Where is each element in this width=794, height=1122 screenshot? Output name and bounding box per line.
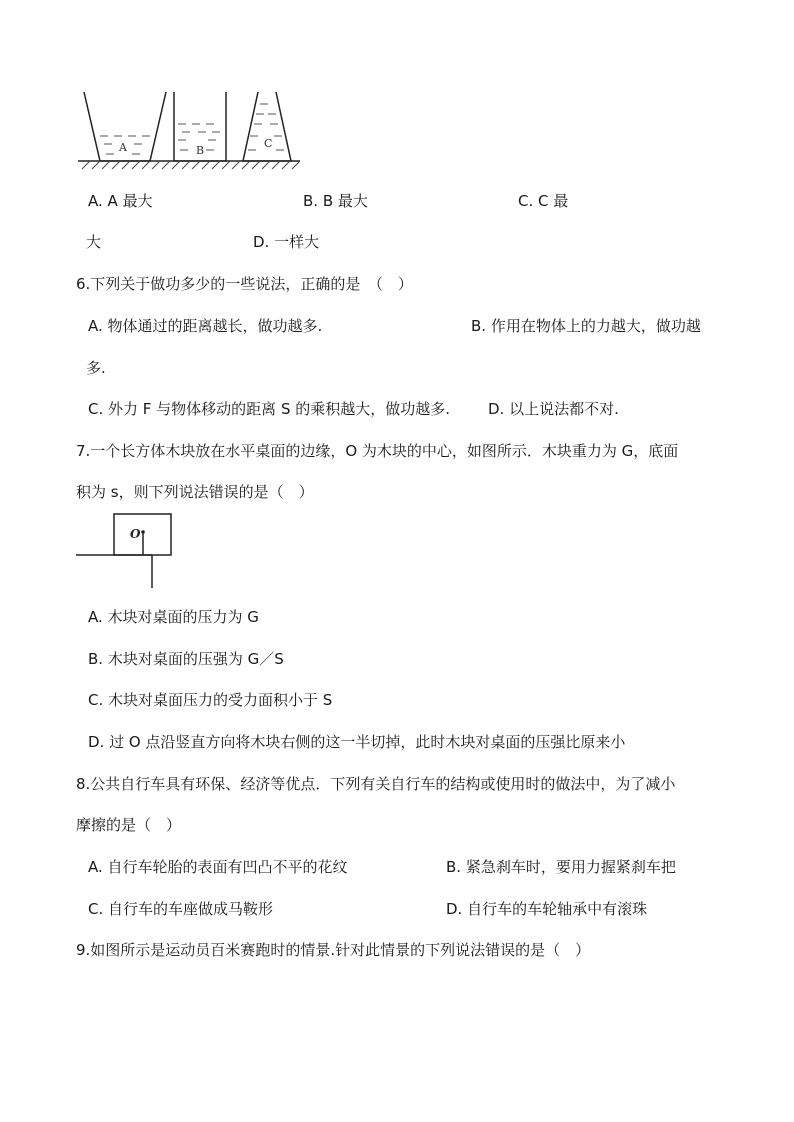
q7-option-a: A. 木块对桌面的压力为 G <box>88 608 259 626</box>
q6-option-d: D. 以上说法都不对. <box>488 400 619 418</box>
q6-option-a: A. 物体通过的距离越长，做功越多. <box>88 317 323 335</box>
q6-option-c: C. 外力 F 与物体移动的距离 S 的乘积越大，做功越多. <box>88 400 451 418</box>
container-label-c: C <box>264 137 273 150</box>
block-center-label: O <box>130 527 141 541</box>
containers-figure <box>78 84 300 174</box>
q6-stem: 6.下列关于做功多少的一些说法，正确的是 （ ） <box>76 275 413 293</box>
q6-option-b-continued: 多. <box>86 359 106 377</box>
q7-stem-line1: 7.一个长方体木块放在水平桌面的边缘，O 为木块的中心，如图所示．木块重力为 G，底面 <box>76 442 679 460</box>
q6-option-b: B. 作用在物体上的力越大，做功越 <box>471 317 701 335</box>
q9-stem: 9.如图所示是运动员百米赛跑时的情景.针对此情景的下列说法错误的是（ ） <box>76 941 591 959</box>
q8-stem-line2: 摩擦的是（ ） <box>76 816 182 834</box>
q5-option-c-continued: 大 <box>86 233 102 251</box>
q7-option-b: B. 木块对桌面的压强为 G／S <box>88 650 284 668</box>
q7-option-d: D. 过 O 点沿竖直方向将木块右侧的这一半切掉，此时木块对桌面的压强比原来小 <box>88 733 626 751</box>
q5-option-d: D. 一样大 <box>253 233 320 251</box>
q7-stem-line2: 积为 s，则下列说法错误的是（ ） <box>76 483 314 501</box>
q5-option-b: B. B 最大 <box>303 192 368 210</box>
block-on-table-figure <box>76 510 176 590</box>
q8-option-c: C. 自行车的车座做成马鞍形 <box>88 900 274 918</box>
container-label-b: B <box>196 144 205 157</box>
q5-option-c: C. C 最 <box>518 192 569 210</box>
q7-option-c: C. 木块对桌面压力的受力面积小于 S <box>88 691 333 709</box>
q8-option-b: B. 紧急刹车时，要用力握紧刹车把 <box>446 858 676 876</box>
q8-stem-line1: 8.公共自行车具有环保、经济等优点．下列有关自行车的结构或使用时的做法中，为了减小 <box>76 775 676 793</box>
q8-option-a: A. 自行车轮胎的表面有凹凸不平的花纹 <box>88 858 348 876</box>
container-label-a: A <box>119 141 127 154</box>
q8-option-d: D. 自行车的车轮轴承中有滚珠 <box>446 900 648 918</box>
q5-option-a: A. A 最大 <box>88 192 153 210</box>
